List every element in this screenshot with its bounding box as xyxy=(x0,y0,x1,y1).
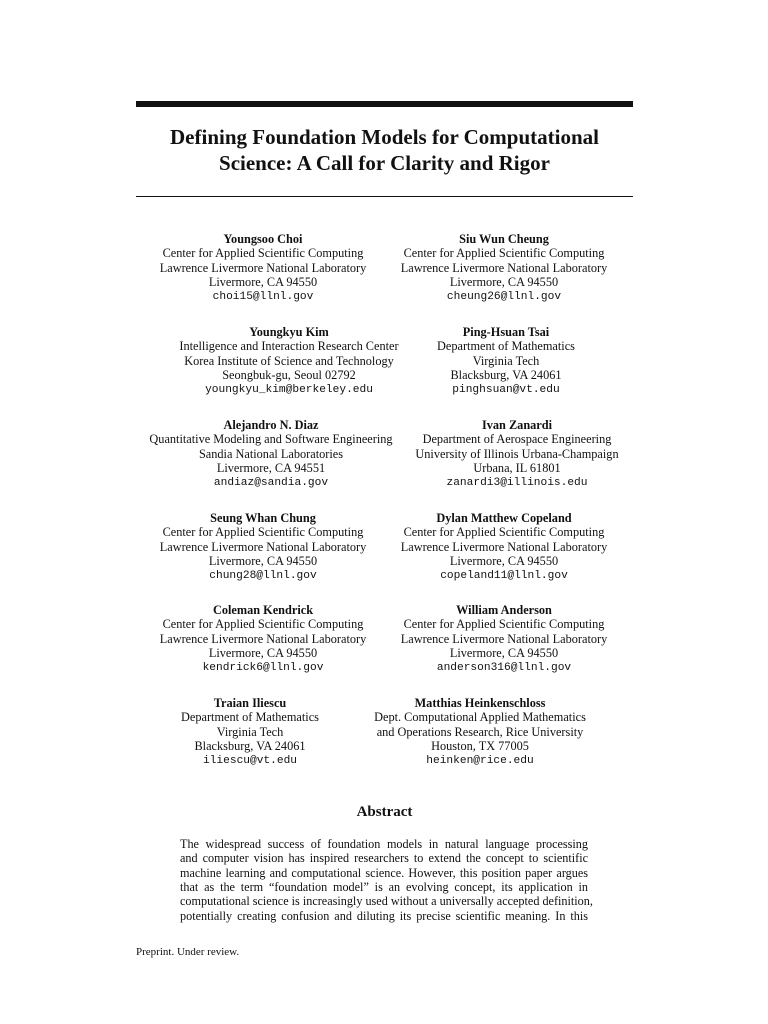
author-affiliation: Lawrence Livermore National Laboratory xyxy=(400,539,608,554)
author-affiliation: Korea Institute of Science and Technology xyxy=(184,353,394,368)
author-name: Youngkyu Kim xyxy=(249,325,329,339)
author-address: Livermore, CA 94551 xyxy=(216,461,326,476)
title-top-rule xyxy=(136,101,633,107)
author-affiliation: Virginia Tech xyxy=(472,353,540,368)
author-affiliation: Lawrence Livermore National Laboratory xyxy=(400,631,608,646)
author-email: andiaz@sandia.gov xyxy=(213,476,329,489)
author-address: Livermore, CA 94550 xyxy=(208,275,318,290)
author-affiliation: Center for Applied Scientific Computing xyxy=(403,617,605,632)
author-affiliation: Center for Applied Scientific Computing xyxy=(403,246,605,261)
abstract-line: and computer vision has inspired researchers to extend the concept to scientific xyxy=(180,851,588,866)
author-email: youngkyu_kim@berkeley.edu xyxy=(205,383,373,396)
author-name: Youngsoo Choi xyxy=(223,232,303,246)
paper-title xyxy=(136,124,633,176)
author-affiliation: Department of Mathematics xyxy=(437,339,575,354)
author-name: Alejandro N. Diaz xyxy=(223,418,319,432)
abstract-line: that as the term “foundation model” is an evolving concept, its application in xyxy=(180,880,588,895)
preprint-footer: Preprint. Under review. xyxy=(136,946,240,958)
abstract-line: machine learning and computational science. However, this position paper argues xyxy=(180,865,588,880)
author-address: Livermore, CA 94550 xyxy=(449,554,559,569)
author-affiliation: Sandia National Laboratories xyxy=(198,446,344,461)
author-block-william-anderson xyxy=(359,603,649,675)
author-email: anderson316@llnl.gov xyxy=(436,661,572,674)
author-block-ping-hsuan-tsai xyxy=(361,325,651,397)
author-name: Siu Wun Cheung xyxy=(459,232,549,246)
author-block-siu-wun-cheung xyxy=(359,232,649,304)
author-name: Traian Iliescu xyxy=(213,696,287,710)
author-name: Seung Whan Chung xyxy=(210,511,316,525)
author-email: cheung26@llnl.gov xyxy=(446,290,562,303)
author-address: Livermore, CA 94550 xyxy=(208,554,318,569)
author-address: Livermore, CA 94550 xyxy=(449,646,559,661)
author-affiliation: Department of Aerospace Engineering xyxy=(422,432,612,447)
abstract-heading: Abstract xyxy=(356,804,413,820)
title-bottom-rule xyxy=(136,196,633,197)
author-affiliation: Lawrence Livermore National Laboratory xyxy=(400,260,608,275)
author-email: heinken@rice.edu xyxy=(426,754,534,767)
author-affiliation: and Operations Research, Rice University xyxy=(376,724,584,739)
author-affiliation: Lawrence Livermore National Laboratory xyxy=(159,260,367,275)
author-email: choi15@llnl.gov xyxy=(212,290,314,303)
abstract-line: The widespread success of foundation models in natural language processing xyxy=(180,837,588,851)
author-block-dylan-copeland xyxy=(359,511,649,583)
abstract-line: potentially creating confusion and diluting its precise scientific meaning. In this xyxy=(180,908,588,923)
author-block-matthias-heinkenschloss xyxy=(335,696,625,768)
title-line-1: Defining Foundation Models for Computational xyxy=(170,125,599,149)
author-address: Blacksburg, VA 24061 xyxy=(194,739,306,754)
author-name: Coleman Kendrick xyxy=(212,603,314,617)
author-email: chung28@llnl.gov xyxy=(209,569,317,582)
author-affiliation: Center for Applied Scientific Computing xyxy=(403,525,605,540)
title-line-2: Science: A Call for Clarity and Rigor xyxy=(219,151,550,175)
author-address: Seongbuk-gu, Seoul 02792 xyxy=(222,368,356,383)
author-affiliation: Center for Applied Scientific Computing xyxy=(162,617,364,632)
author-affiliation: Center for Applied Scientific Computing xyxy=(162,525,364,540)
author-address: Livermore, CA 94550 xyxy=(449,275,559,290)
author-address: Urbana, IL 61801 xyxy=(473,461,561,476)
author-name: Matthias Heinkenschloss xyxy=(414,696,546,710)
abstract-line: computational science is increasingly used without a universally accepted definition, xyxy=(180,894,593,909)
author-block-ivan-zanardi xyxy=(372,418,662,490)
author-email: zanardi3@illinois.edu xyxy=(446,476,588,489)
author-affiliation: Virginia Tech xyxy=(216,724,284,739)
author-affiliation: Lawrence Livermore National Laboratory xyxy=(159,539,367,554)
author-name: Dylan Matthew Copeland xyxy=(436,511,572,525)
author-affiliation: Department of Mathematics xyxy=(181,710,319,725)
author-email: iliescu@vt.edu xyxy=(203,754,297,767)
author-name: Ivan Zanardi xyxy=(481,418,553,432)
author-affiliation: Dept. Computational Applied Mathematics xyxy=(374,710,586,725)
author-address: Blacksburg, VA 24061 xyxy=(450,368,562,383)
abstract-body xyxy=(180,837,593,923)
author-email: pinghsuan@vt.edu xyxy=(452,383,560,396)
author-email: copeland11@llnl.gov xyxy=(440,569,568,582)
author-affiliation: Lawrence Livermore National Laboratory xyxy=(159,631,367,646)
author-name: Ping-Hsuan Tsai xyxy=(462,325,550,339)
author-affiliation: Center for Applied Scientific Computing xyxy=(162,246,364,261)
author-name: William Anderson xyxy=(456,603,552,617)
author-affiliation: University of Illinois Urbana-Champaign xyxy=(415,446,619,461)
author-email: kendrick6@llnl.gov xyxy=(202,661,324,674)
author-affiliation: Quantitative Modeling and Software Engineering xyxy=(149,432,393,447)
author-address: Livermore, CA 94550 xyxy=(208,646,318,661)
author-affiliation: Intelligence and Interaction Research Center xyxy=(179,339,399,354)
author-address: Houston, TX 77005 xyxy=(431,739,529,754)
